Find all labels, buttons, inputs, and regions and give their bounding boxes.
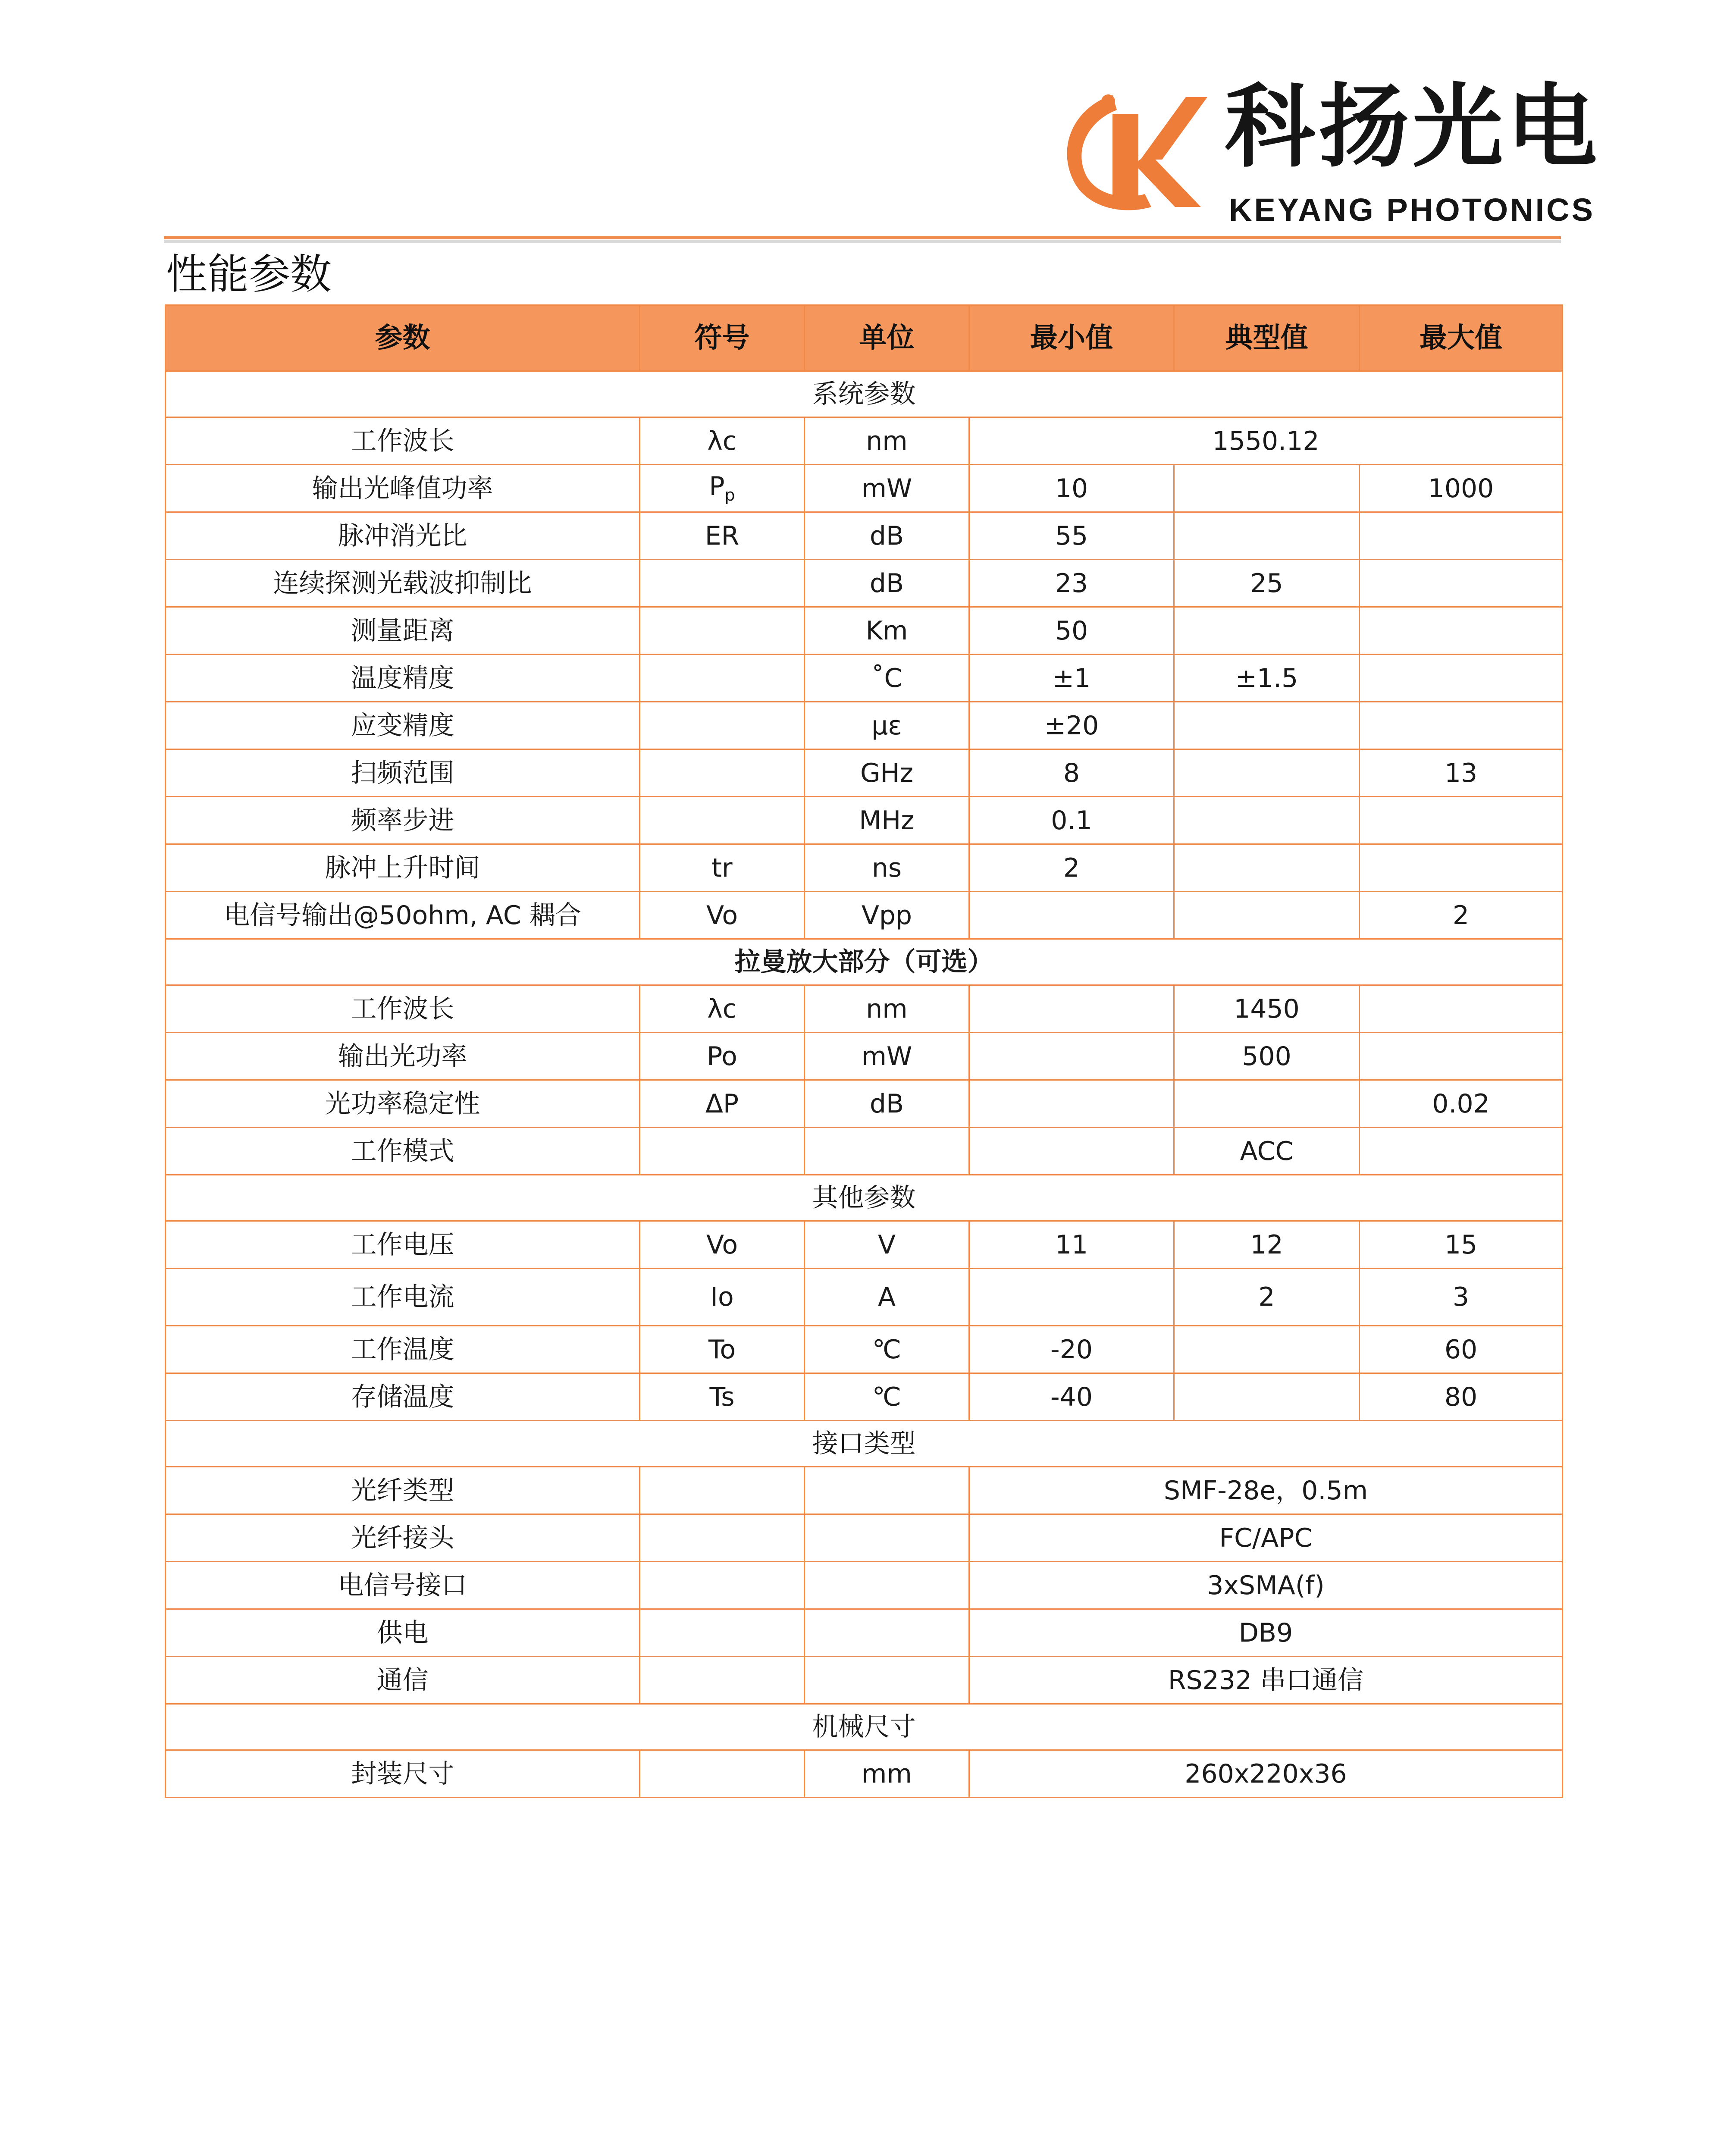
group-row-mechanical (166, 1704, 1563, 1750)
param-cell: 脉冲消光比 (166, 512, 640, 560)
unit-cell: Km (805, 607, 969, 655)
max-cell: 1000 (1360, 465, 1563, 512)
max-cell: 60 (1360, 1326, 1563, 1373)
param-cell: 工作电流 (166, 1269, 640, 1326)
typ-cell (1174, 1080, 1360, 1128)
header-unit: 单位 (805, 305, 969, 371)
min-cell: ±1 (969, 655, 1174, 702)
symbol-cell: ER (640, 512, 805, 560)
symbol-cell: Vo (640, 892, 805, 939)
table-row (166, 844, 1563, 892)
typ-cell (1174, 749, 1360, 797)
typ-cell (1174, 512, 1360, 560)
table-row (166, 417, 1563, 465)
symbol-cell: Ts (640, 1373, 805, 1421)
merged-value-cell: FC/APC (969, 1514, 1563, 1562)
min-cell: 2 (969, 844, 1174, 892)
merged-value-cell: RS232 串口通信 (969, 1657, 1563, 1704)
unit-cell: mm (805, 1750, 969, 1798)
merged-value-cell: DB9 (969, 1609, 1563, 1657)
table-row (166, 512, 1563, 560)
group-row-system (166, 371, 1563, 417)
symbol-subscript: p (724, 486, 735, 505)
symbol-cell (640, 749, 805, 797)
symbol-main: P (709, 471, 725, 502)
typ-cell (1174, 844, 1360, 892)
header-divider-shadow (164, 240, 1561, 243)
table-row (166, 655, 1563, 702)
param-cell: 存储温度 (166, 1373, 640, 1421)
unit-cell: Vpp (805, 892, 969, 939)
symbol-cell (640, 702, 805, 749)
unit-cell: MHz (805, 797, 969, 844)
max-cell (1360, 797, 1563, 844)
max-cell (1360, 512, 1563, 560)
min-cell (969, 1033, 1174, 1080)
symbol-cell (640, 1750, 805, 1798)
typ-cell: 12 (1174, 1221, 1360, 1269)
param-cell: 工作波长 (166, 985, 640, 1033)
table-row (166, 607, 1563, 655)
param-cell: 光纤接头 (166, 1514, 640, 1562)
param-cell: 扫频范围 (166, 749, 640, 797)
symbol-cell: λc (640, 985, 805, 1033)
symbol-cell (640, 1609, 805, 1657)
min-cell: 0.1 (969, 797, 1174, 844)
unit-cell: mW (805, 1033, 969, 1080)
table-row (166, 892, 1563, 939)
logo-english-name: KEYANG PHOTONICS (1229, 192, 1595, 228)
header-symbol: 符号 (640, 305, 805, 371)
logo-chinese-name: 科扬光电 (1225, 74, 1601, 180)
section-title: 性能参数 (166, 250, 332, 298)
symbol-cell (640, 607, 805, 655)
param-cell: 测量距离 (166, 607, 640, 655)
symbol-cell (640, 560, 805, 607)
symbol-cell: λc (640, 417, 805, 465)
min-cell: 50 (969, 607, 1174, 655)
min-cell: 23 (969, 560, 1174, 607)
typ-cell: ACC (1174, 1128, 1360, 1175)
table-row (166, 1221, 1563, 1269)
unit-cell: V (805, 1221, 969, 1269)
table-row (166, 1750, 1563, 1798)
symbol-cell (640, 465, 805, 512)
param-cell: 工作温度 (166, 1326, 640, 1373)
typ-cell (1174, 702, 1360, 749)
company-logo (1048, 69, 1601, 233)
param-cell: 光功率稳定性 (166, 1080, 640, 1128)
symbol-cell (640, 1128, 805, 1175)
unit-cell: dB (805, 512, 969, 560)
max-cell (1360, 844, 1563, 892)
unit-cell: nm (805, 417, 969, 465)
max-cell (1360, 985, 1563, 1033)
table-row (166, 1657, 1563, 1704)
max-cell (1360, 702, 1563, 749)
header-min: 最小值 (969, 305, 1174, 371)
group-title: 接口类型 (166, 1421, 1563, 1467)
symbol-cell (640, 797, 805, 844)
spec-table (165, 304, 1563, 1798)
table-header-row (166, 305, 1563, 371)
min-cell (969, 1128, 1174, 1175)
group-title: 机械尺寸 (166, 1704, 1563, 1750)
min-cell (969, 985, 1174, 1033)
symbol-cell (640, 655, 805, 702)
table-row (166, 1373, 1563, 1421)
group-title: 其他参数 (166, 1175, 1563, 1221)
min-cell: -20 (969, 1326, 1174, 1373)
param-cell: 应变精度 (166, 702, 640, 749)
min-cell: 8 (969, 749, 1174, 797)
header-divider (164, 236, 1561, 239)
typ-cell: 500 (1174, 1033, 1360, 1080)
param-cell: 光纤类型 (166, 1467, 640, 1514)
symbol-cell (640, 1467, 805, 1514)
table-row (166, 560, 1563, 607)
min-cell: -40 (969, 1373, 1174, 1421)
min-cell: ±20 (969, 702, 1174, 749)
symbol-cell (640, 1562, 805, 1609)
param-cell: 温度精度 (166, 655, 640, 702)
typ-cell (1174, 892, 1360, 939)
typ-cell (1174, 607, 1360, 655)
max-cell: 13 (1360, 749, 1563, 797)
max-cell (1360, 655, 1563, 702)
table-row (166, 465, 1563, 512)
table-row (166, 1128, 1563, 1175)
unit-cell (805, 1609, 969, 1657)
keyang-k-logo-icon (1048, 78, 1212, 233)
unit-cell (805, 1467, 969, 1514)
group-title: 拉曼放大部分（可选） (166, 939, 1563, 985)
table-row (166, 1467, 1563, 1514)
param-cell: 脉冲上升时间 (166, 844, 640, 892)
unit-cell: ℃ (805, 1326, 969, 1373)
min-cell (969, 892, 1174, 939)
param-cell: 供电 (166, 1609, 640, 1657)
header-typ: 典型值 (1174, 305, 1360, 371)
symbol-cell (640, 1657, 805, 1704)
unit-cell: dB (805, 1080, 969, 1128)
symbol-cell: Io (640, 1269, 805, 1326)
unit-cell: dB (805, 560, 969, 607)
group-row-raman (166, 939, 1563, 985)
header-param: 参数 (166, 305, 640, 371)
group-row-interface (166, 1421, 1563, 1467)
param-cell: 工作电压 (166, 1221, 640, 1269)
unit-cell (805, 1657, 969, 1704)
symbol-cell: tr (640, 844, 805, 892)
min-cell (969, 1269, 1174, 1326)
param-cell: 输出光峰值功率 (166, 465, 640, 512)
symbol-cell: Po (640, 1033, 805, 1080)
unit-cell: nm (805, 985, 969, 1033)
param-cell: 工作波长 (166, 417, 640, 465)
typ-cell: 2 (1174, 1269, 1360, 1326)
symbol-cell: ΔP (640, 1080, 805, 1128)
table-row (166, 749, 1563, 797)
table-row (166, 1080, 1563, 1128)
group-row-other (166, 1175, 1563, 1221)
table-row (166, 1609, 1563, 1657)
param-cell: 通信 (166, 1657, 640, 1704)
max-cell: 15 (1360, 1221, 1563, 1269)
typ-cell: ±1.5 (1174, 655, 1360, 702)
unit-cell: ns (805, 844, 969, 892)
symbol-cell (640, 1514, 805, 1562)
table-row (166, 797, 1563, 844)
typ-cell (1174, 797, 1360, 844)
unit-cell (805, 1128, 969, 1175)
max-cell: 3 (1360, 1269, 1563, 1326)
param-cell: 电信号接口 (166, 1562, 640, 1609)
typ-cell: 1450 (1174, 985, 1360, 1033)
max-cell: 0.02 (1360, 1080, 1563, 1128)
param-cell: 封装尺寸 (166, 1750, 640, 1798)
param-cell: 电信号输出@50ohm, AC 耦合 (166, 892, 640, 939)
unit-cell: ˚C (805, 655, 969, 702)
header-max: 最大值 (1360, 305, 1563, 371)
typ-cell: 25 (1174, 560, 1360, 607)
unit-cell: mW (805, 465, 969, 512)
param-cell: 频率步进 (166, 797, 640, 844)
table-row (166, 1326, 1563, 1373)
param-cell: 工作模式 (166, 1128, 640, 1175)
max-cell (1360, 1128, 1563, 1175)
unit-cell: με (805, 702, 969, 749)
max-cell: 2 (1360, 892, 1563, 939)
unit-cell: ℃ (805, 1373, 969, 1421)
table-row (166, 985, 1563, 1033)
unit-cell: A (805, 1269, 969, 1326)
table-row (166, 1269, 1563, 1326)
table-row (166, 702, 1563, 749)
max-cell: 80 (1360, 1373, 1563, 1421)
typ-cell (1174, 1373, 1360, 1421)
param-cell: 连续探测光载波抑制比 (166, 560, 640, 607)
merged-value-cell: 1550.12 (969, 417, 1563, 465)
unit-cell (805, 1514, 969, 1562)
symbol-cell: To (640, 1326, 805, 1373)
typ-cell (1174, 465, 1360, 512)
merged-value-cell: 260x220x36 (969, 1750, 1563, 1798)
max-cell (1360, 1033, 1563, 1080)
min-cell: 55 (969, 512, 1174, 560)
symbol-cell: Vo (640, 1221, 805, 1269)
min-cell (969, 1080, 1174, 1128)
table-row (166, 1562, 1563, 1609)
group-title: 系统参数 (166, 371, 1563, 417)
typ-cell (1174, 1326, 1360, 1373)
min-cell: 11 (969, 1221, 1174, 1269)
table-row (166, 1514, 1563, 1562)
max-cell (1360, 607, 1563, 655)
unit-cell: GHz (805, 749, 969, 797)
merged-value-cell: 3xSMA(f) (969, 1562, 1563, 1609)
table-row (166, 1033, 1563, 1080)
max-cell (1360, 560, 1563, 607)
unit-cell (805, 1562, 969, 1609)
param-cell: 输出光功率 (166, 1033, 640, 1080)
merged-value-cell: SMF-28e，0.5m (969, 1467, 1563, 1514)
min-cell: 10 (969, 465, 1174, 512)
